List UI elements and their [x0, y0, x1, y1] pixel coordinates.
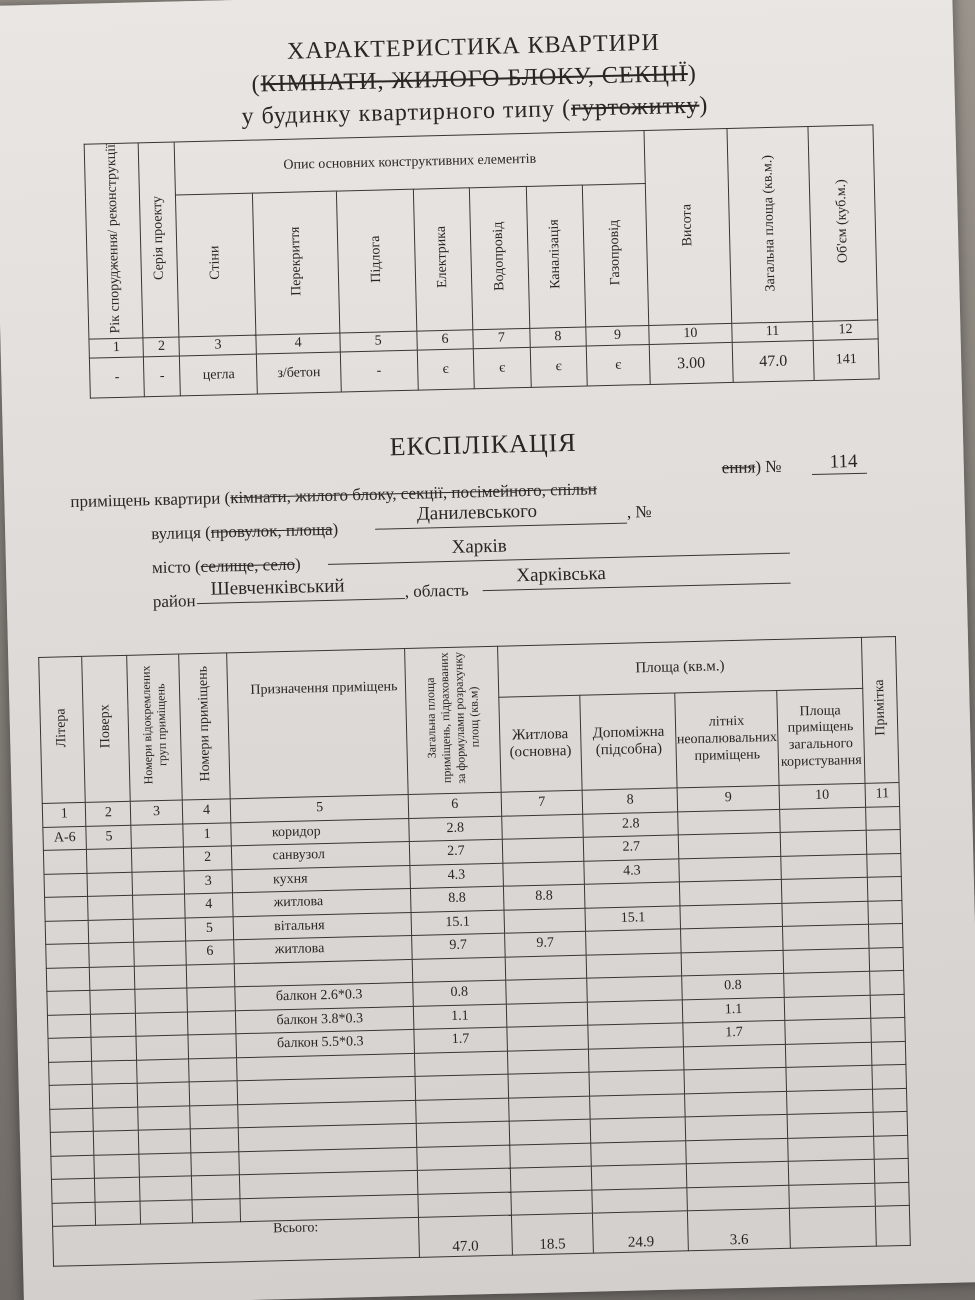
exp-cell	[51, 1155, 95, 1180]
exp-cell	[502, 837, 584, 862]
exp-cell	[132, 847, 184, 872]
exp-cell: житлова	[234, 935, 412, 963]
exp-cell	[869, 947, 903, 971]
char-value-row: - - цегла з/бетон - є є є є 3.00 47.0 141	[89, 339, 879, 398]
exp-cell: житлова	[233, 888, 411, 916]
exp-cell: 3	[184, 869, 233, 894]
total-summer: 3.6	[688, 1208, 790, 1250]
exp-cell	[188, 1057, 237, 1082]
doc-title: ХАРАКТЕРИСТИКА КВАРТИРИ	[286, 29, 661, 65]
exp-cell	[91, 1013, 136, 1038]
exp-cell	[504, 908, 586, 933]
exp-cell	[510, 1190, 592, 1215]
exp-cell	[779, 807, 866, 833]
exp-cell	[685, 1091, 787, 1117]
exp-cell	[92, 1060, 137, 1085]
explication-table	[38, 636, 911, 1267]
exp-cell	[416, 1121, 509, 1147]
exp-header-groups: Номери відокремлених груп приміщень	[127, 654, 182, 801]
exp-cell	[418, 1192, 511, 1218]
char-header-area: Загальна площа (кв.м.)	[727, 127, 813, 324]
exp-cell	[589, 1046, 685, 1072]
district-label: район	[152, 591, 196, 612]
exp-cell	[90, 989, 135, 1014]
exp-cell	[137, 1058, 189, 1083]
exp-cell	[136, 1011, 188, 1036]
exp-cell	[47, 990, 91, 1015]
char-header-water: Водопровід	[470, 186, 530, 330]
exp-cell: 1.7	[414, 1027, 507, 1053]
exp-cell	[50, 1108, 94, 1133]
exp-cell: А-6	[43, 826, 87, 851]
exp-cell	[680, 903, 782, 929]
exp-cell	[870, 970, 904, 994]
exp-cell	[782, 924, 869, 950]
exp-cell	[872, 1041, 906, 1065]
exp-cell	[140, 1199, 192, 1224]
exp-cell	[46, 943, 90, 968]
exp-cell: 15.1	[411, 910, 504, 936]
exp-header-note: Примітка	[862, 637, 899, 784]
exp-cell	[415, 1074, 508, 1100]
oblast-label: , область	[404, 580, 469, 602]
exp-cell	[140, 1176, 192, 1201]
exp-cell: 4	[184, 893, 233, 918]
exp-cell	[49, 1084, 93, 1109]
exp-cell	[783, 971, 870, 997]
exp-cell	[590, 1117, 686, 1143]
oblast-value: Харківська	[516, 563, 607, 587]
exp-cell	[873, 1111, 907, 1135]
exp-cell	[780, 854, 867, 880]
exp-cell	[586, 929, 682, 955]
exp-cell	[506, 1025, 588, 1050]
district-value: Шевченківський	[210, 575, 345, 600]
exp-cell	[682, 950, 784, 976]
char-header-sewer: Каналізація	[526, 185, 586, 329]
exp-cell	[88, 895, 133, 920]
exp-cell	[869, 923, 903, 947]
exp-cell	[784, 995, 871, 1021]
exp-cell	[138, 1105, 190, 1130]
exp-cell	[91, 1036, 136, 1061]
exp-cell	[131, 824, 183, 849]
exp-cell	[186, 963, 235, 988]
exp-cell	[867, 853, 901, 877]
exp-cell	[588, 1023, 684, 1049]
city-label: місто (селище, село)	[151, 554, 301, 578]
total-label: Всього:	[53, 1217, 420, 1266]
exp-cell	[45, 920, 89, 945]
apartment-line-end: ення) №	[721, 456, 782, 478]
exp-cell	[687, 1185, 789, 1211]
apartment-number: 114	[829, 450, 858, 473]
char-header-volume: Об'єм (куб.м.)	[808, 125, 878, 322]
exp-header-living: Житлова (основна)	[498, 696, 582, 793]
exp-cell: 1	[183, 822, 232, 847]
exp-cell	[187, 1010, 236, 1035]
exp-cell: кухня	[232, 865, 410, 893]
exp-body	[43, 806, 910, 1226]
exp-cell	[591, 1164, 687, 1190]
exp-cell	[132, 871, 184, 896]
exp-cell	[687, 1161, 789, 1187]
exp-cell	[501, 814, 583, 839]
exp-cell	[49, 1061, 93, 1086]
exp-header-aux: Допоміжна (підсобна)	[580, 693, 678, 790]
exp-cell	[505, 955, 587, 980]
exp-cell	[189, 1081, 238, 1106]
exp-cell	[134, 941, 186, 966]
exp-cell	[507, 1049, 589, 1074]
exp-header-common: Площа приміщень загального користування	[776, 689, 865, 786]
exp-cell: 2	[183, 846, 232, 871]
exp-cell	[505, 978, 587, 1003]
exp-cell: балкон 3.8*0.3	[236, 1006, 414, 1034]
exp-cell	[508, 1072, 590, 1097]
exp-cell	[874, 1135, 908, 1159]
char-number-row: 1 2 3 4 5 6 7 8 9 10 11 12	[89, 320, 878, 358]
exp-cell	[506, 1002, 588, 1027]
characteristics-table	[84, 124, 880, 399]
exp-cell: 8.8	[411, 886, 504, 912]
exp-header-summer: літніх неопалювальних приміщень	[675, 691, 778, 788]
exp-cell	[871, 1017, 905, 1041]
exp-cell: 1.1	[683, 997, 785, 1023]
exp-cell	[50, 1131, 94, 1156]
exp-cell	[192, 1198, 241, 1223]
exp-cell	[873, 1088, 907, 1112]
exp-cell	[686, 1138, 788, 1164]
exp-cell	[787, 1112, 874, 1138]
street-value: Данилевського	[416, 500, 538, 525]
exp-cell	[592, 1187, 688, 1213]
apartment-line: приміщень квартири (кімнати, жилого блоку, секції, посімейного, спільн	[70, 479, 598, 512]
exp-cell	[783, 948, 870, 974]
exp-cell: 1.1	[413, 1004, 506, 1030]
exp-cell	[136, 1035, 188, 1060]
exp-cell	[135, 988, 187, 1013]
exp-cell	[784, 1018, 871, 1044]
exp-cell	[679, 856, 781, 882]
exp-cell	[788, 1183, 875, 1209]
exp-cell: 9.7	[504, 931, 586, 956]
exp-cell	[684, 1067, 786, 1093]
exp-cell	[587, 999, 683, 1025]
exp-cell	[686, 1114, 788, 1140]
exp-cell	[684, 1044, 786, 1070]
exp-cell: 6	[185, 940, 234, 965]
exp-cell	[417, 1145, 510, 1171]
exp-header-purpose: Призначення приміщень	[227, 649, 408, 799]
exp-cell	[94, 1154, 139, 1179]
exp-cell	[89, 919, 134, 944]
doc-subtitle-line2: (КІМНАТИ, ЖИЛОГО БЛОКУ, СЕКЦІЇ)	[251, 60, 698, 98]
exp-cell	[135, 964, 187, 989]
exp-cell	[866, 829, 900, 853]
exp-cell: 2.7	[409, 839, 502, 865]
exp-cell	[678, 809, 780, 835]
exp-cell	[868, 876, 902, 900]
char-header-series: Серія проекту	[139, 142, 180, 338]
total-all: 47.0	[419, 1215, 512, 1257]
exp-cell	[680, 879, 782, 905]
exp-cell	[785, 1042, 872, 1068]
exp-cell: 4.3	[584, 858, 680, 884]
exp-cell	[870, 994, 904, 1018]
exp-cell	[52, 1202, 96, 1227]
exp-cell	[190, 1128, 239, 1153]
char-header-flooring: Підлога	[336, 189, 417, 333]
exp-cell	[788, 1159, 875, 1185]
exp-cell	[93, 1083, 138, 1108]
exp-cell	[189, 1104, 238, 1129]
exp-header-total: Загальна площа приміщень, підрахованих за формулами розрахунку площ (кв.м)	[405, 646, 501, 794]
exp-cell	[45, 896, 89, 921]
exp-cell	[586, 952, 682, 978]
exp-cell	[90, 966, 135, 991]
street-number-label: , №	[626, 501, 652, 522]
char-header-height: Висота	[644, 129, 732, 326]
exp-cell	[95, 1177, 140, 1202]
exp-cell	[412, 957, 505, 983]
exp-cell	[89, 942, 134, 967]
exp-cell	[415, 1051, 508, 1077]
exp-cell	[93, 1107, 138, 1132]
doc-subtitle-line3: у будинку квартирного типу (гуртожитку)	[241, 92, 709, 130]
char-header-walls: Стіни	[176, 193, 257, 337]
exp-cell: 5	[86, 825, 131, 850]
char-header-electric: Електрика	[413, 188, 473, 332]
exp-cell	[509, 1143, 591, 1168]
exp-cell	[872, 1064, 906, 1088]
char-header-floors: Перекриття	[253, 191, 340, 335]
exp-cell: балкон 5.5*0.3	[236, 1029, 414, 1057]
exp-cell	[589, 1070, 685, 1096]
total-living: 18.5	[511, 1213, 594, 1255]
exp-cell: балкон 2.6*0.3	[235, 982, 413, 1010]
total-aux: 24.9	[593, 1211, 689, 1253]
char-header-year: Рік спорудження/ реконструкції	[84, 143, 143, 340]
exp-cell	[94, 1130, 139, 1155]
exp-cell	[587, 976, 683, 1002]
exp-cell: 0.8	[413, 980, 506, 1006]
exp-cell	[95, 1201, 140, 1226]
exp-cell	[681, 926, 783, 952]
exp-cell: 2.8	[583, 811, 679, 837]
exp-cell	[780, 830, 867, 856]
exp-cell	[585, 882, 681, 908]
exp-cell	[874, 1158, 908, 1182]
exp-header-rooms: Номери приміщень	[178, 653, 230, 800]
exp-cell: 5	[185, 916, 234, 941]
exp-cell	[781, 877, 868, 903]
exp-cell	[509, 1119, 591, 1144]
exp-cell	[508, 1096, 590, 1121]
exp-cell	[191, 1175, 240, 1200]
exp-cell: вітальня	[233, 912, 411, 940]
exp-cell: 2.7	[583, 835, 679, 861]
exp-cell	[786, 1089, 873, 1115]
exp-cell	[46, 967, 90, 992]
exp-cell	[590, 1093, 686, 1119]
exp-cell	[868, 900, 902, 924]
exp-cell: 9.7	[412, 933, 505, 959]
exp-cell: санвузол	[232, 841, 410, 869]
explication-title: ЕКСПЛІКАЦІЯ	[389, 427, 577, 462]
exp-area-group: Площа (кв.м.)	[497, 637, 863, 697]
exp-cell: 15.1	[585, 905, 681, 931]
exp-cell	[139, 1129, 191, 1154]
exp-cell	[87, 872, 132, 897]
exp-cell	[866, 806, 900, 830]
exp-cell	[875, 1182, 909, 1206]
exp-cell	[43, 849, 87, 874]
exp-cell	[787, 1136, 874, 1162]
exp-cell: 4.3	[410, 863, 503, 889]
exp-cell	[48, 1037, 92, 1062]
char-header-gas: Газопровід	[583, 184, 649, 328]
exp-number-row: 1 2 3 4 5 6 7 8 9 10 11	[42, 782, 899, 826]
exp-cell	[502, 861, 584, 886]
exp-cell	[781, 901, 868, 927]
exp-cell: 0.8	[682, 973, 784, 999]
char-group-header: Опис основних конструктивних елементів	[175, 131, 646, 195]
exp-cell: 2.8	[409, 816, 502, 842]
exp-cell	[139, 1152, 191, 1177]
exp-cell: коридор	[231, 818, 409, 846]
exp-cell	[47, 1014, 91, 1039]
exp-cell	[510, 1166, 592, 1191]
exp-cell	[133, 917, 185, 942]
exp-cell	[416, 1098, 509, 1124]
exp-cell	[137, 1082, 189, 1107]
exp-cell	[188, 1034, 237, 1059]
exp-cell	[51, 1178, 95, 1203]
exp-header-floor: Поверх	[82, 655, 130, 802]
exp-cell	[44, 873, 88, 898]
exp-cell	[591, 1140, 687, 1166]
exp-header-litera: Літера	[39, 656, 86, 803]
city-value: Харків	[451, 535, 508, 558]
exp-cell	[417, 1168, 510, 1194]
exp-cell	[187, 987, 236, 1012]
exp-cell: 8.8	[503, 884, 585, 909]
street-label: вулиця (провулок, площа)	[150, 519, 339, 544]
exp-cell	[133, 894, 185, 919]
exp-cell	[785, 1065, 872, 1091]
exp-cell: 1.7	[683, 1020, 785, 1046]
exp-cell	[87, 848, 132, 873]
exp-cell	[191, 1151, 240, 1176]
exp-cell	[679, 832, 781, 858]
